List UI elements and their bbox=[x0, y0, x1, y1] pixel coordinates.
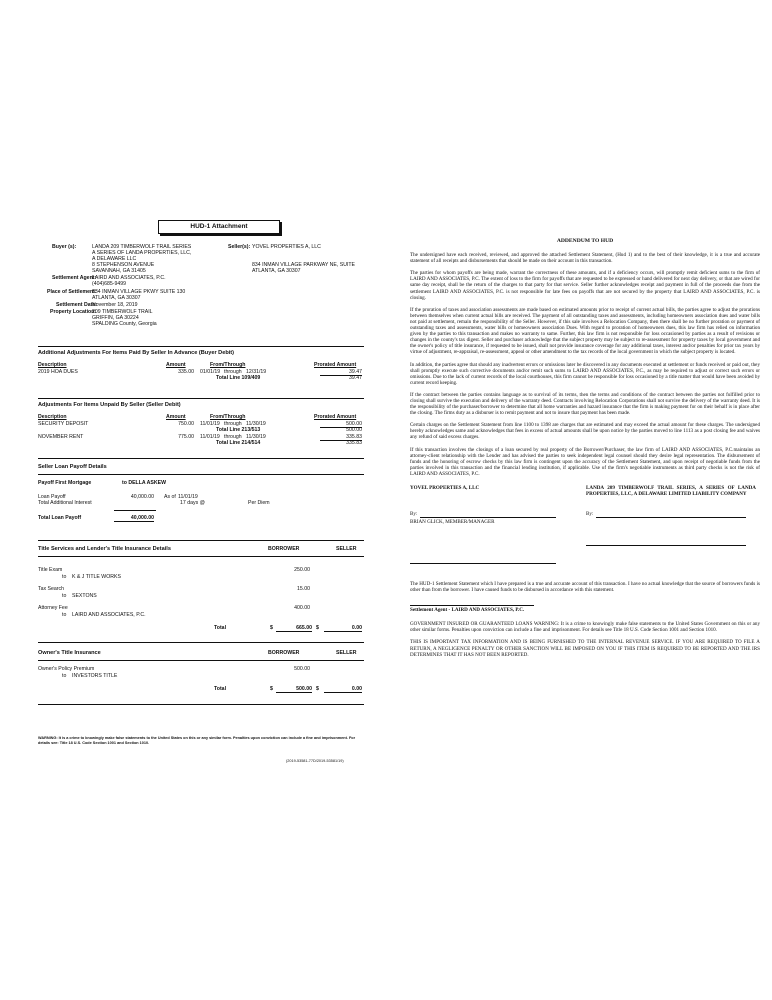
unpaid-row-through-word: through bbox=[224, 421, 242, 427]
settlement-date: November 18, 2019 bbox=[92, 302, 138, 308]
buyer-entity: LANDA 209 TIMBERWOLF TRAIL SERIES, A SERIES OF LANDA PROPERTIES, LLC, A DELAWARE LIMITED LIABILITY COMPANY bbox=[586, 485, 756, 498]
date-label: Settlement Date: bbox=[56, 302, 97, 308]
title-seller-total: 0.00 bbox=[324, 625, 362, 632]
total-payoff-label: Total Loan Payoff bbox=[38, 515, 82, 521]
seller-entity: YOVEL PROPERTIES A, LLC bbox=[410, 485, 480, 491]
loan-payoff-amount: 40,000.00 bbox=[130, 494, 154, 500]
adj-row-desc: 2019 HOA DUES bbox=[38, 369, 78, 375]
buyer-signature-line-2[interactable] bbox=[586, 545, 746, 546]
unpaid-row-from: 11/01/19 bbox=[200, 434, 220, 440]
total-payoff: 40,000.00 bbox=[114, 515, 154, 522]
adj-total-label: Total Line 109/409 bbox=[216, 375, 261, 381]
seller-signer: BRIAN GLICK, MEMBER/MANAGER bbox=[410, 519, 495, 525]
dollar-sign: $ bbox=[270, 625, 273, 631]
unpaid-row-amount: 775.00 bbox=[178, 434, 194, 440]
adj-unpaid-title: Adjustments For Items Unpaid By Seller (Seller Debit) bbox=[38, 402, 181, 408]
interest-days: 17 days @ bbox=[180, 500, 205, 506]
owners-seller-total: 0.00 bbox=[324, 686, 362, 693]
unpaid-row-to: 11/30/19 bbox=[246, 434, 266, 440]
seller-name: YOVEL PROPERTIES A, LLC bbox=[252, 244, 321, 250]
title-item-amount: 250.00 bbox=[294, 567, 310, 573]
owners-total-label: Total bbox=[214, 686, 227, 692]
adj-row-from: 01/01/19 bbox=[200, 369, 221, 375]
agent-label: Settlement Agent: bbox=[52, 275, 97, 281]
title-item-payee: SEXTONS bbox=[72, 593, 97, 599]
title-item-to: to bbox=[62, 593, 67, 599]
divider bbox=[38, 346, 364, 347]
col-from-through: From/Through bbox=[210, 362, 246, 368]
divider bbox=[38, 642, 364, 643]
loan-payoff-label: Loan Payoff bbox=[38, 494, 66, 500]
unpaid-row-to: 11/30/19 bbox=[246, 421, 266, 427]
divider bbox=[38, 540, 364, 541]
by-label: By: bbox=[586, 511, 594, 517]
owners-item-amount: 500.00 bbox=[294, 666, 310, 672]
addendum-page bbox=[410, 238, 760, 664]
adj-row-amount: 335.00 bbox=[178, 369, 194, 375]
per-diem-label: Per Diem bbox=[248, 500, 270, 506]
addendum-paragraph: If this transaction involves the closings of a loan secured by real property of the Borrower/Purchaser, the law firm of LAIRD AND ASSOCIATES, P.C.maintains an attorney-client relationship with the Lender and has advised the parties to seek independent legal counsel should they desire legal representation. The disbursement of funds and the honoring of escrow checks by this law firm is contingent upon the accuracy of the Settlement Statement, and upon receipt of negotiable funds from the parties involved in this transaction and the financial lending institution, if applicable. Use of the firm's negotiable instruments as third party checks is not the risk of LAIRD AND ASSOCIATES, P.C. bbox=[410, 446, 760, 477]
payoff-first-mortgage-to: to DELLA ASKEW bbox=[122, 480, 166, 486]
col-prorated: Prorated Amount bbox=[314, 362, 357, 368]
place-line: 834 INMAN VILLAGE PKWY SUITE 130 bbox=[92, 289, 186, 295]
divider bbox=[38, 398, 364, 399]
owners-item-payee: INVESTORS TITLE bbox=[72, 673, 118, 679]
warning-footer: WARNING: It is a crime to knowingly make false statements to the United States on this or any similar form. Penalties upon conviction can include a fine and imprisonment. For details see: Title 18 U.S. Code Section 1001 and Section 1010. bbox=[38, 736, 356, 745]
seller-col: SELLER bbox=[336, 546, 357, 552]
buyers-label: Buyer (s): bbox=[52, 244, 77, 250]
col-prorated: Prorated Amount bbox=[314, 414, 357, 420]
by-label: By: bbox=[410, 511, 418, 517]
interest-label: Total Additional Interest bbox=[38, 500, 92, 506]
unpaid-total1-label: Total Line 213/513 bbox=[216, 427, 261, 433]
property-line: 209 TIMBERWOLF TRAIL bbox=[92, 309, 153, 315]
agent-line: (404)685-9499 bbox=[92, 281, 127, 287]
addendum-title: ADDENDUM TO HUD bbox=[556, 238, 614, 244]
buyer-line: LANDA 209 TIMBERWOLF TRAIL SERIES bbox=[92, 244, 192, 250]
settlement-agent: Settlement Agent - LAIRD AND ASSOCIATES, P.C. bbox=[410, 607, 525, 614]
unpaid-row-desc: NOVEMBER RENT bbox=[38, 434, 84, 440]
owners-title-title: Owner's Title Insurance bbox=[38, 650, 101, 656]
title-borrower-total: 665.00 bbox=[276, 625, 312, 632]
adj-row-to: 12/31/19 bbox=[246, 369, 267, 375]
col-amount: Amount bbox=[166, 414, 186, 420]
title-total-label: Total bbox=[214, 625, 227, 631]
title-services-title: Title Services and Lender's Title Insurance Details bbox=[38, 546, 171, 552]
title-item-label: Tax Search bbox=[38, 586, 64, 592]
borrower-col: BORROWER bbox=[268, 546, 300, 552]
addendum-paragraph: If the contract between the parties contains language as to survival of its terms, then the terms and conditions of the contract between the parties not fulfilled prior to closing shall survive the execution and delivery of the warranty deed. Contracts involving Relocation Corporations shall not survive the delivery of the warranty deed. It is the responsibility of the purchaser/borrower to determine that all home warranties and hazard insurance that the firm is making payment for on their behalf is in place after the closing. The firms duty as a disburser is to remit payment and not to insure that payment has been made. bbox=[410, 391, 760, 417]
as-of-label: As of bbox=[164, 494, 176, 500]
agent-signature-line[interactable] bbox=[410, 605, 534, 606]
property-line: GRIFFIN, GA 30224 bbox=[92, 315, 139, 321]
adj-row-prorated: 39.47 bbox=[320, 369, 362, 376]
col-description: Description bbox=[38, 362, 67, 368]
unpaid-row-through-word: through bbox=[224, 434, 242, 440]
unpaid-row-desc: SECURITY DEPOSIT bbox=[38, 421, 89, 427]
addendum-paragraph: Certain charges on the Settlement Statement from line 1100 to 1398 are charges that are estimated and may exceed the actual amount for these charges. The undersigned hereby acknowledges same and acknowledges that fees in excess of actual amounts shall be upon notice by the parties moved to line 1113 as a post closing fee and waives any refund of said excess charges. bbox=[410, 422, 760, 441]
borrower-col: BORROWER bbox=[268, 650, 300, 656]
property-label: Property Location: bbox=[50, 309, 97, 315]
irs-notice: THIS IS IMPORTANT TAX INFORMATION AND IS BEING FURNISHED TO THE INTERNAL REVENUE SERVICE. IF YOU ARE REQUIRED TO FILE A RETURN, A NEGLIGENCE PENALTY OR OTHER SANCTION WILL BE IMPOSED ON YOU IF THIS ITEM IS REQUIRED TO BE REPORTED AND THE IRS DETERMINES THAT IT HAS NOT BEEN REPORTED. bbox=[410, 639, 760, 658]
owners-borrower-total: 500.00 bbox=[276, 686, 312, 693]
buyer-signature-line[interactable] bbox=[596, 517, 746, 518]
dollar-sign: $ bbox=[316, 686, 319, 692]
place-line: ATLANTA, GA 30307 bbox=[92, 295, 141, 301]
divider bbox=[38, 704, 364, 705]
title-item-amount: 400.00 bbox=[294, 605, 310, 611]
owners-item-to: to bbox=[62, 673, 67, 679]
buyer-line: A SERIES OF LANDA PROPERTIES, LLC, bbox=[92, 250, 192, 256]
owners-item-label: Owner's Policy Premium bbox=[38, 666, 95, 672]
addendum-paragraph: The undersigned have each received, reviewed, and approved the attached Settlement Statement, (Hud 1) and to the best of their knowledge, it is a true and accurate statement of all receipts and disbursements that should be made on their account in this transaction. bbox=[410, 252, 760, 265]
title-item-to: to bbox=[62, 612, 67, 618]
unpaid-total1: 500.00 bbox=[346, 427, 362, 433]
rule bbox=[114, 510, 156, 511]
payoff-title: Seller Loan Payoff Details bbox=[38, 464, 107, 470]
addendum-paragraph: In addition, the parties agree that should any inadvertent errors or omissions later be discovered in any documents executed at settlement or funds received or paid out, they shall promptly execute such corrective documents and/or remit such sums to LAIRD AND ASSOCIATES, P.C., as may be required to adjust or correct such errors or omissions. Due to the lack of current records of the local courthouses, this firm cannot be responsible for loss occasioned by a title matter that would have been avoided by current record keeping. bbox=[410, 361, 760, 386]
seller-address-line: ATLANTA, GA 30307 bbox=[252, 268, 301, 274]
property-line: SPALDING County, Georgia bbox=[92, 321, 157, 327]
sellers-label: Seller(s): bbox=[228, 244, 251, 250]
title-item-amount: 15.00 bbox=[297, 586, 310, 592]
seller-col: SELLER bbox=[336, 650, 357, 656]
title-item-payee: K & J TITLE WORKS bbox=[72, 574, 121, 580]
addendum-paragraph: The parties for whom payoffs are being made, warrant the correctness of these amounts, and if a deficiency occurs, will promptly remit deficient sums to the firm of LAIRD AND ASSOCIATES, P.C. The extent of loss to the firm for payoffs that are requested to be expressed or hand delivered for next day delivery, or that are wired for same day receipt, shall be the return of the charges to that party for that service. Seller further acknowledges receipt and payment in full of the proceeds due from the settlement LAIRD AND ASSOCIATES, P.C. is not responsible for late fees on payoffs that are not secured by the property that LAIRD AND ASSOCIATES, P.C. is closing. bbox=[410, 270, 760, 301]
unpaid-total2-label: Total Line 214/514 bbox=[216, 440, 261, 446]
place-label: Place of Settlement: bbox=[47, 289, 97, 295]
unpaid-row-prorated: 500.00 bbox=[320, 421, 362, 428]
seller-signature-line-2[interactable] bbox=[410, 563, 556, 564]
addendum-paragraph: If the proration of taxes and association assessments are made based on estimated amounts prior to receipt of current actual bills, the parties agree to adjust the prorations between themselves when current actual bills are received. The payment of all outstanding taxes and assessments, including homeowners association dues and water bills not paid at settlement, remain the responsibility of the Seller. However, if this sale involves a Relocation Company, then there shall be no further proration or payment of outstanding taxes and assessments, water bills or homeowners association Dues. With regard to proration of homeowners dues, this law firm has relied on information given by the parties to this transaction and makes no warranty to same. Further, this law firm is not responsible for loss occasioned by parties as a result of revisions or changes in the county's tax digest. Seller and purchaser acknowledge that the subject property may be subject to re-assessment for property taxes by local government and the owner's policy of title insurance, if requested to be issued, shall not provide insurance coverage for any additional taxes, interest and/or penalties for prior tax years by virtue of adjustment, re-appraisal, re-assessment, appeal or other amendment to the tax records of the local government in which the subject property is located. bbox=[410, 306, 760, 356]
adj-advance-title: Additional Adjustments For Items Paid By Seller In Advance (Buyer Debit) bbox=[38, 350, 235, 356]
adj-row-through-word: through bbox=[224, 369, 242, 375]
title-item-payee: LAIRD AND ASSOCIATES, P.C. bbox=[72, 612, 146, 618]
buyer-line: SAVANNAH, GA 31405 bbox=[92, 268, 146, 274]
divider bbox=[38, 458, 364, 459]
divider bbox=[38, 556, 364, 557]
col-description: Description bbox=[38, 414, 67, 420]
title-item-label: Attorney Fee bbox=[38, 605, 68, 611]
buyer-line: A DELAWARE LLC bbox=[92, 256, 137, 262]
unpaid-row-prorated: 335.83 bbox=[320, 434, 362, 441]
signature-block bbox=[410, 483, 760, 579]
hud-statement: The HUD-1 Settlement Statement which I have prepared is a true and accurate account of this transaction. I have no actual knowledge that the source of borrowers funds is other than from the borrower. I have caused funds to be disbursed in accordance with this statement. bbox=[410, 581, 760, 594]
footer-code: (2019-53581-77D/2019-53581/19) bbox=[286, 759, 344, 763]
hud1-attachment-title: HUD-1 Attachment bbox=[158, 220, 280, 234]
col-amount: Amount bbox=[166, 362, 186, 368]
gov-warning: GOVERNMENT INSURED OR GUARANTEED LOANS WARNING: It is a crime to knowingly make false statements to the United States Government on this or any other similar forms. Penalties upon conviction can include a fine and imprisonment. For details see Title 18 U.S. Code Section 1001 and Section 1010. bbox=[410, 621, 760, 634]
dollar-sign: $ bbox=[270, 686, 273, 692]
seller-address-line: 834 INMAN VILLAGE PARKWAY NE, SUITE bbox=[252, 262, 356, 268]
as-of-date: 11/01/19 bbox=[178, 494, 198, 500]
unpaid-total2: 335.83 bbox=[346, 440, 362, 446]
seller-signature-line[interactable] bbox=[420, 517, 556, 518]
title-item-to: to bbox=[62, 574, 67, 580]
dollar-sign: $ bbox=[316, 625, 319, 631]
divider bbox=[38, 474, 364, 475]
adj-total: 39.47 bbox=[349, 375, 362, 381]
divider bbox=[38, 660, 364, 661]
payoff-first-mortgage-label: Payoff First Mortgage bbox=[38, 480, 92, 486]
buyer-line: 8 STEPHENSON AVENUE bbox=[92, 262, 155, 268]
unpaid-row-amount: 750.00 bbox=[178, 421, 194, 427]
agent-line: LAIRD AND ASSOCIATES, P.C. bbox=[92, 275, 166, 281]
unpaid-row-from: 11/01/19 bbox=[200, 421, 220, 427]
title-item-label: Title Exam bbox=[38, 567, 63, 573]
col-from-through: From/Through bbox=[210, 414, 246, 420]
